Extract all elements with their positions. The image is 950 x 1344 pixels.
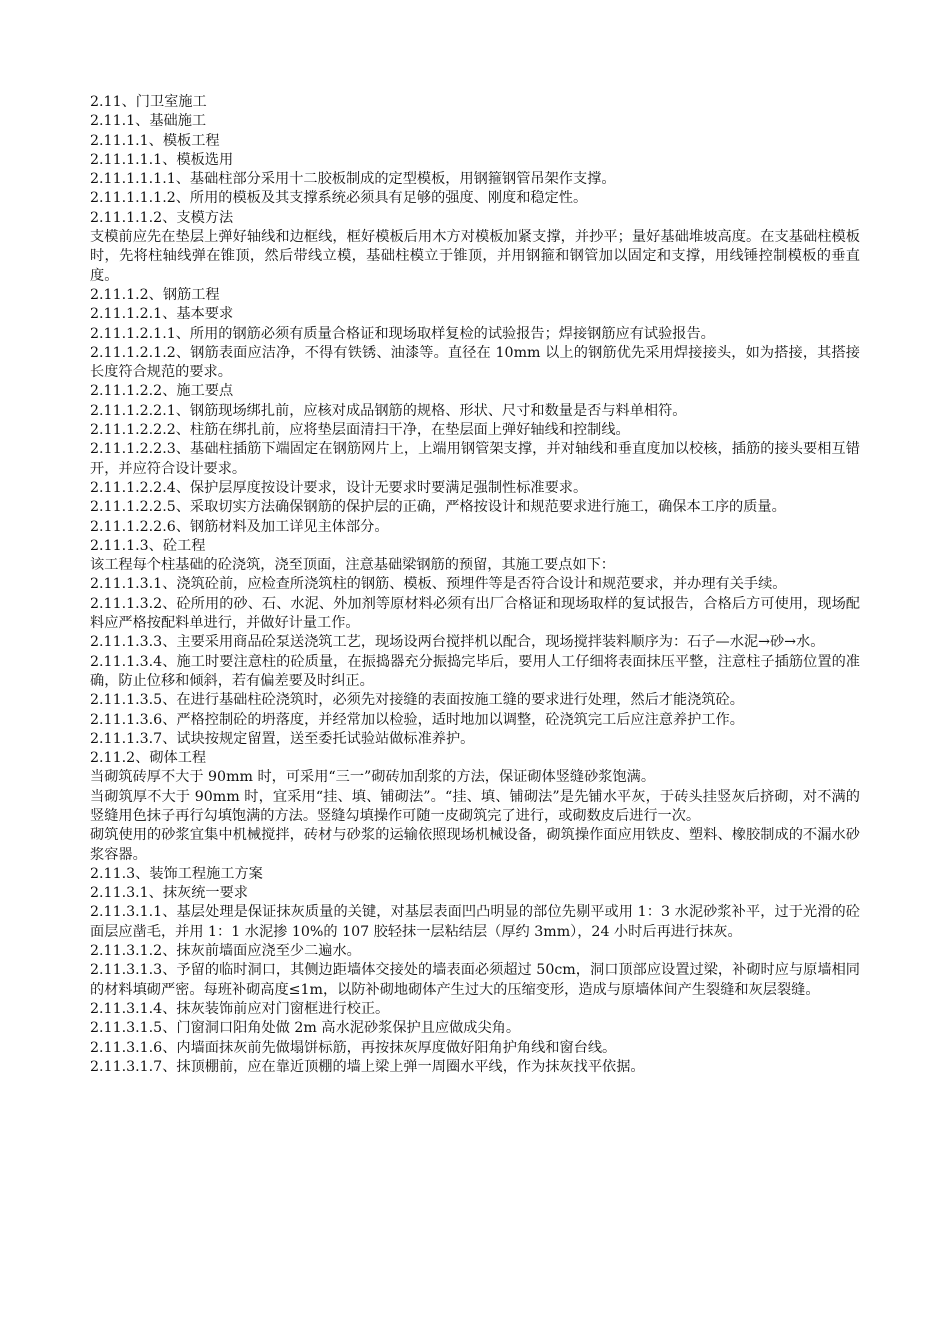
paragraph: 2.11、门卫室施工 (90, 94, 207, 110)
paragraph: 2.11.3.1.2、抹灰前墙面应浇至少二遍水。 (90, 943, 361, 960)
paragraph: 2.11.1.1.2、支模方法 (90, 209, 234, 226)
paragraph: 2.11.1.2.2.5、采取切实方法确保钢筋的保护层的正确，严格按设计和规范要求进行施工，确保本工序的质量。 (90, 499, 786, 516)
paragraph: 2.11.1.2.2.1、钢筋现场绑扎前，应核对成品钢筋的规格、形状、尺寸和数量是否与料单相符。 (90, 402, 687, 419)
paragraph: 2.11.1.2.2.2、柱筋在绑扎前，应将垫层面清扫干净，在垫层面上弹好轴线和控制线。 (90, 422, 630, 439)
paragraph: 2.11.1.2.2、施工要点 (90, 383, 234, 400)
paragraph: 2.11.1.3、砼工程 (90, 537, 206, 554)
paragraph: 2.11.3.1.1、基层处理是保证抹灰质量的关键，对基层表面凹凸明显的部位先剔平或用 1：3 水泥砂浆补平，过于光滑的砼面层应凿毛，并用 1：1 水泥掺 10%的 107 胶轻抹一层粘结层（厚约 3mm），24 小时后再进行抹灰。 (90, 904, 860, 940)
paragraph: 2.11.1.2.2.6、钢筋材料及加工详见主体部分。 (90, 518, 389, 535)
paragraph: 2.11.1.3.6、严格控制砼的坍落度，并经常加以检验，适时地加以调整，砼浇筑完工后应注意养护工作。 (90, 711, 744, 728)
paragraph: 2.11.1.3.2、砼所用的砂、石、水泥、外加剂等原材料必须有出厂合格证和现场取样的复试报告，合格后方可使用，现场配料应严格按配料单进行，并做好计量工作。 (90, 595, 860, 632)
paragraph: 2.11.1.3.3、主要采用商品砼泵送浇筑工艺，现场设两台搅拌机以配合，现场搅拌装料顺序为：石子—水泥→砂→水。 (90, 634, 825, 651)
paragraph: 当砌筑砖厚不大于 90mm 时，可采用“三一”砌砖加刮浆的方法，保证砌体竖缝砂浆饱满。 (90, 769, 656, 786)
paragraph: 2.11.1.2.1.1、所用的钢筋必须有质量合格证和现场取样复检的试验报告；焊接钢筋应有试验报告。 (90, 325, 715, 342)
paragraph: 2.11.1.2.1、基本要求 (90, 306, 234, 323)
paragraph: 2.11.1.1.1、模板选用 (90, 151, 234, 168)
paragraph: 2.11.3.1、抹灰统一要求 (90, 885, 248, 902)
paragraph: 2.11.2、砌体工程 (90, 750, 207, 767)
paragraph: 2.11.1.1、模板工程 (90, 132, 220, 149)
paragraph: 2.11.1.2、钢筋工程 (90, 286, 220, 303)
paragraph: 2.11.3.1.5、门窗洞口阳角处做 2m 高水泥砂浆保护且应做成尖角。 (90, 1020, 521, 1037)
paragraph: 2.11.3.1.4、抹灰装饰前应对门窗框进行校正。 (90, 1000, 390, 1017)
paragraph: 2.11.3.1.7、抹顶棚前，应在靠近顶棚的墙上梁上弹一周圈水平线，作为抹灰找平依据。 (90, 1058, 645, 1075)
paragraph: 2.11.3.1.6、内墙面抹灰前先做塌饼标筋，再按抹灰厚度做好阳角护角线和窗台线。 (90, 1039, 617, 1056)
paragraph: 2.11.1.3.1、浇筑砼前，应检查所浇筑柱的钢筋、模板、预埋件等是否符合设计和规范要求，并办理有关手续。 (90, 576, 787, 593)
paragraph: 2.11.1.3.7、试块按规定留置，送至委托试验站做标准养护。 (90, 730, 475, 747)
paragraph: 2.11.1.3.4、施工时要注意柱的砼质量，在振捣器充分振捣完毕后，要用人工仔细将表面抹压平整，注意柱子插筋位置的准确，防止位移和倾斜，若有偏差要及时纠正。 (90, 653, 860, 689)
paragraph: 2.11.1.2.2.4、保护层厚度按设计要求，设计无要求时要满足强制性标准要求。 (90, 479, 588, 496)
paragraph: 2.11.1、基础施工 (90, 113, 207, 130)
paragraph: 2.11.3、装饰工程施工方案 (90, 865, 263, 882)
paragraph: 砌筑使用的砂浆宜集中机械搅拌，砖材与砂浆的运输依照现场机械设备，砌筑操作面应用铁皮、塑料、橡胶制成的不漏水砂浆容器。 (90, 827, 860, 863)
document-body (90, 93, 860, 1077)
paragraph: 2.11.1.2.2.3、基础柱插筋下端固定在钢筋网片上，上端用钢管架支撑，并对轴线和垂直度加以校核，插筋的接头要相互错开，并应符合设计要求。 (90, 441, 860, 477)
paragraph: 2.11.3.1.3、予留的临时洞口，其侧边距墙体交接处的墙表面必须超过 50cm，洞口顶部应设置过梁，补砌时应与原墙相同的材料填砌严密。每班补砌高度≤1m，以防补砌地砌体产生过大的压缩变形，造成与原墙体间产生裂缝和灰层裂缝。 (90, 962, 860, 998)
paragraph: 支模前应先在垫层上弹好轴线和边框线，框好模板后用木方对模板加紧支撑，并抄平；量好基础堆坡高度。在支基础柱模板时，先将柱轴线弹在锥顶，然后带线立模，基础柱模立于锥顶，并用钢箍和钢管加以固定和支撑，用线锤控制模板的垂直度。 (90, 229, 860, 284)
paragraph: 2.11.1.1.1.2、所用的模板及其支撑系统必须具有足够的强度、刚度和稳定性。 (90, 190, 588, 207)
paragraph: 2.11.1.2.1.2、钢筋表面应洁净，不得有铁锈、油漆等。直径在 10mm 以上的钢筋优先采用焊接接头，如为搭接，其搭接长度符合规范的要求。 (90, 344, 860, 381)
paragraph: 2.11.1.3.5、在进行基础柱砼浇筑时，必须先对接缝的表面按施工缝的要求进行处理，然后才能浇筑砼。 (90, 692, 744, 709)
paragraph: 2.11.1.1.1.1、基础柱部分采用十二胶板制成的定型模板，用钢箍钢管吊架作支撑。 (90, 171, 616, 188)
paragraph: 该工程每个柱基础的砼浇筑，浇至顶面，注意基础梁钢筋的预留，其施工要点如下： (90, 557, 615, 574)
paragraph: 当砌筑厚不大于 90mm 时，宜采用“挂、填、铺砌法”。“挂、填、铺砌法”是先铺水平灰，于砖头挂竖灰后挤砌，对不满的竖缝用色抹子再行勾填饱满的方法。竖缝勾填操作可随一皮砌筑完了进行，或砌数皮后进行一次。 (90, 788, 860, 824)
